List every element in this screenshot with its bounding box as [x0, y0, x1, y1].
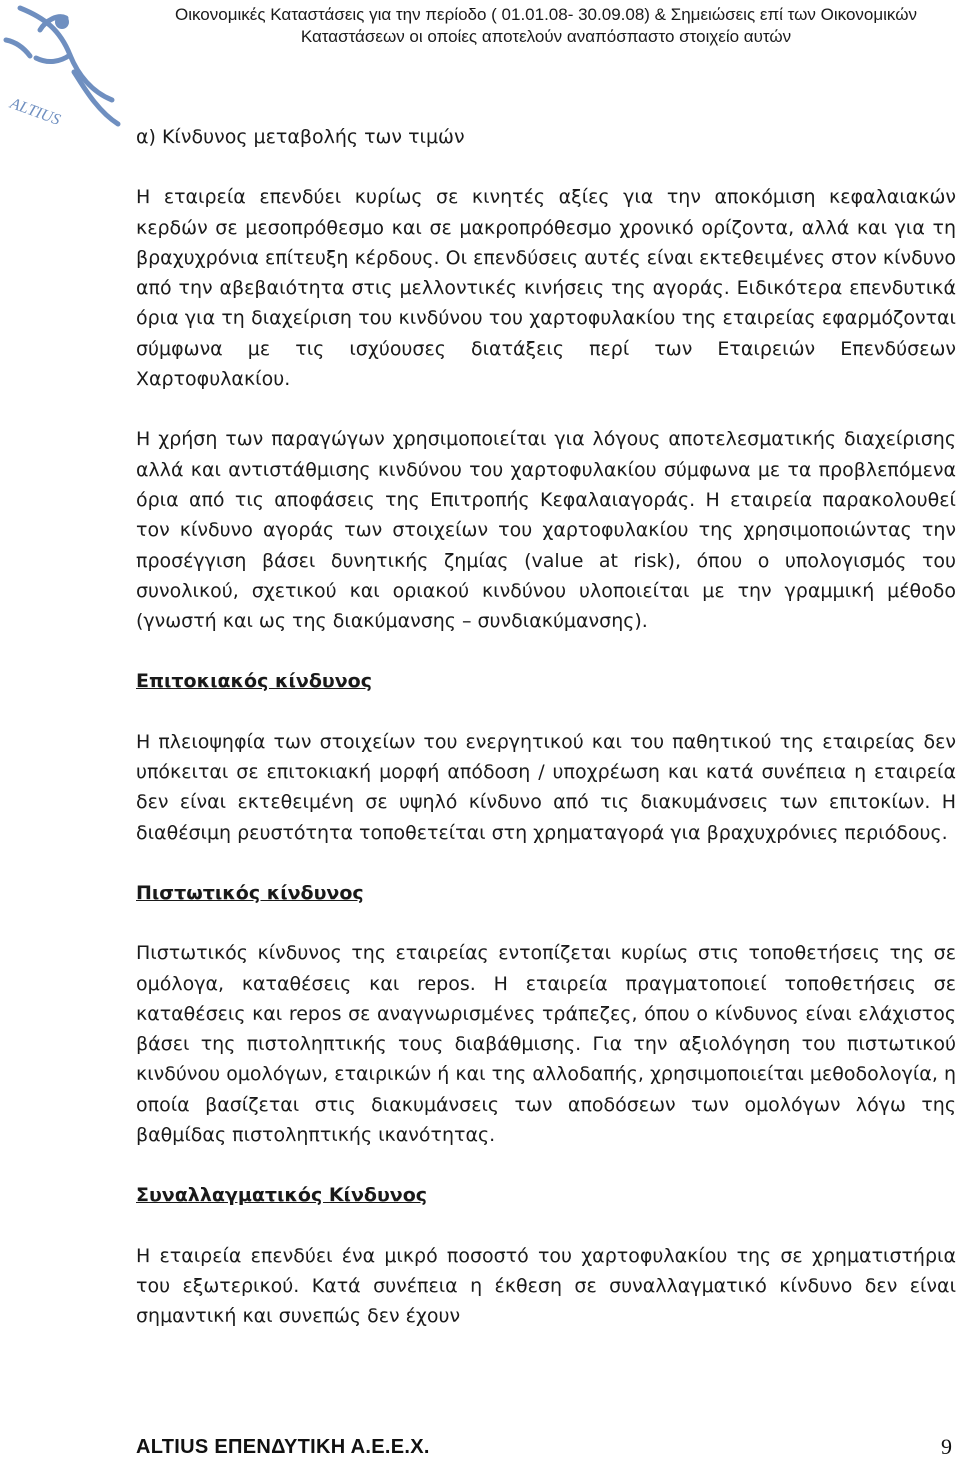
- interest-risk-paragraph: Η πλειοψηφία των στοιχείων του ενεργητικού και του παθητικού της εταιρείας δεν υπόκειται σε επιτοκιακή μορφή απόδοση / υποχρέωση και κατά συνέπεια η εταιρεία δεν είναι εκτεθειμένη σε υψηλό κίνδυνο από τις διακυμάνσεις των επιτοκίων. Η διαθέσιμη ρευστότητα τοποθετείται στη χρηματαγορά για βραχυχρόνιες περιόδους.: [136, 730, 956, 844]
- header-line-2: Καταστάσεων οι οποίες αποτελούν αναπόσπαστο στοιχείο αυτών: [300, 27, 792, 46]
- page-number: 9: [941, 1434, 952, 1459]
- header-line-1: Οικονομικές Καταστάσεις για την περίοδο ( 01.01.08- 30.09.08) & Σημειώσεις επί των Οικονομικών: [175, 5, 917, 24]
- svg-text:ALTIUS: ALTIUS: [7, 95, 63, 129]
- fx-risk-heading: Συναλλαγματικός Κίνδυνος: [136, 1184, 428, 1207]
- credit-risk-heading: Πιστωτικός κίνδυνος: [136, 881, 364, 904]
- footer-company-name: ALTIUS ΕΠΕΝΔΥΤΙΚΗ Α.Ε.Ε.Χ.: [136, 1436, 430, 1458]
- credit-risk-paragraph: Πιστωτικός κίνδυνος της εταιρείας εντοπίζεται κυρίως στις τοποθετήσεις της σε ομόλογα, καταθέσεις και repos. Η εταιρεία πραγματοποιεί τοποθετήσεις σε καταθέσεις και repos σε αναγνωρισμένες τράπεζες, όπου ο κίνδυνος είναι ελάχιστος βάσει της πιστοληπτικής τους διαβάθμισης. Για την αξιολόγηση του πιστωτικού κινδύνου ομολόγων, εταιρικών ή και της αλλοδαπής, χρησιμοποιείται μεθοδολογία, η οποία βασίζεται στις διακυμάνσεις των αποδόσεων των ομολόγων λόγω της βαθμίδας πιστοληπτικής ικανότητας.: [136, 942, 956, 1147]
- price-risk-paragraph-1: Η εταιρεία επενδύει κυρίως σε κινητές αξίες για την αποκόμιση κεφαλαιακών κερδών σε μεσοπρόθεσμο και σε μακροπρόθεσμο χρονικό ορίζοντα, αλλά και για τη βραχυχρόνια επίτευξη κέρδους. Οι επενδύσεις αυτές είναι εκτεθειμένες στον κίνδυνο από την αβεβαιότητα στις μελλοντικές κινήσεις της αγοράς. Ειδικότερα επενδυτικά όρια για τη διαχείριση του κινδύνου του χαρτοφυλακίου της εταιρείας εφαρμόζονται σύμφωνα με τις ισχύουσες διατάξεις περί των Εταιρειών Επενδύσεων Χαρτοφυλακίου.: [136, 186, 956, 391]
- interest-risk-heading: Επιτοκιακός κίνδυνος: [136, 670, 372, 693]
- fx-risk-paragraph: Η εταιρεία επενδύει ένα μικρό ποσοστό του χαρτοφυλακίου της σε χρηματιστήρια του εξωτερικού. Κατά συνέπεια η έκθεση σε συναλλαγματικό κίνδυνο δεν είναι σημαντική και συνεπώς δεν έχουν: [136, 1244, 956, 1328]
- document-body: [136, 122, 956, 1332]
- price-risk-paragraph-2: Η χρήση των παραγώγων χρησιμοποιείται για λόγους αποτελεσματικής διαχείρισης αλλά και αντιστάθμισης κινδύνου του χαρτοφυλακίου σύμφωνα με τα προβλεπόμενα όρια από τις αποφάσεις της Επιτροπής Κεφαλαιαγοράς. Η εταιρεία παρακολουθεί τον κίνδυνο αγοράς των στοιχείων του χαρτοφυλακίου της χρησιμοποιώντας την προσέγγιση βάσει δυνητικής ζημίας (value at risk), όπου ο υπολογισμός του συνολικού, σχετικού και οριακού κινδύνου υλοποιείται με την γραμμική μέθοδο (γνωστή και ως της διακύμανσης – συνδιακύμανσης).: [136, 428, 956, 633]
- page-footer: [136, 1436, 952, 1460]
- page-header: [140, 4, 952, 48]
- price-risk-title: α) Κίνδυνος μεταβολής των τιμών: [136, 126, 465, 148]
- altius-running-figure-logo-icon: [0, 0, 140, 135]
